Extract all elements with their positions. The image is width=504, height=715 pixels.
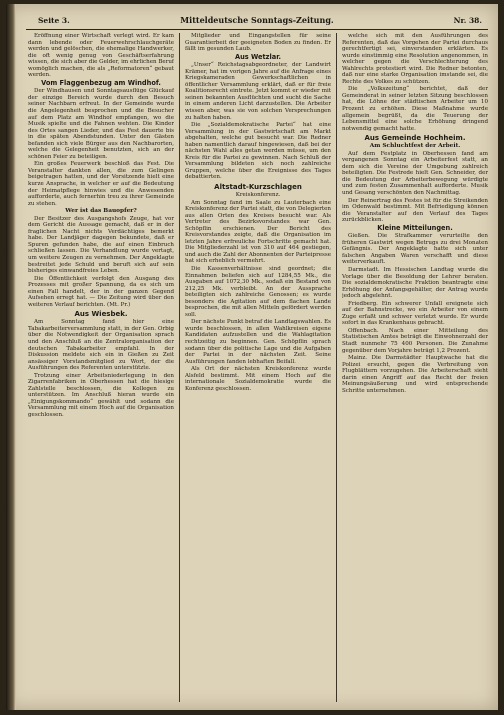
article-paragraph: Auf dem Festplatz in Oberhessen fand am vergangenen Sonntag ein Arbeiterfest statt, an dem sich die Vereine der Umgebung zahlreich beteiligten. Die Festrede hielt Gen. Schneider, der die Bedeutung der Arbeiterbewegung würdigte und zum festen Zusammenhalt aufforderte. Musik und Gesang verschönten den Nachmittag. — [342, 150, 488, 197]
article-paragraph: Offenbach. Nach einer Mitteilung des Statistischen Amtes beträgt die Einwohnerzahl der Stadt nunmehr 75 400 Personen. Die Zunahme gegenüber dem Vorjahre beträgt 1,2 Prozent. — [342, 327, 488, 354]
article-columns — [28, 33, 488, 702]
article-paragraph: Die „Sozialdemokratische Partei“ hat eine Versammlung in der Gastwirtschaft am Markt abgehalten, welche gut besucht war. Die Redner haben namentlich darauf hingewiesen, daß bei der nächsten Wahl alles getan werden müsse, um den Kreis für die Partei zu gewinnen. Nach Schluß der Versammlung bildeten sich noch zahlreiche Gruppen, welche über die Ereignisse des Tages debattierten. — [185, 122, 331, 181]
article-paragraph: Am Sonntag fand im Saale zu Lauterbach eine Kreiskonferenz der Partei statt, die von Delegierten aus allen Orten des Kreises besucht war. Als Vertreter des Bezirksvorstandes war Gen. Schöpflin erschienen. Der Bericht des Kreisvorstandes zeigte, daß die Organisation im letzten Jahre erfreuliche Fortschritte gemacht hat. Die Mitgliederzahl ist von 310 auf 464 gestiegen, und auch die Zahl der Abonnenten der Parteipresse hat sich erheblich vermehrt. — [185, 199, 331, 265]
article-paragraph: Eröffnung einer Wirtschaft verlegt wird. Er kam dann lebende oder Feuerwehrschlauchgeräte werden und gelöschen, die ehemalige Handwerker, die oft wenig genug von Geschäftserfahrung wissen, die sich aber die Gelder, im ehrlichen Beruf womöglich machen, die als „Reformatoren“ gebaut werden. — [28, 33, 174, 79]
article-paragraph: Friedberg. Ein schwerer Unfall ereignete sich auf der Bahnstrecke, wo ein Arbeiter von einem Zuge erfaßt und schwer verletzt wurde. Er wurde sofort in das Krankenhaus gebracht. — [342, 300, 488, 327]
article-paragraph: Trotzung einer Arbeitsniederlegung in den Zigarrenfabriken in Oberhessen hat die hiesige Zahlstelle beschlossen, die Kollegen zu unterstützen. Im Anschluß hieran wurde ein „Einigungskommando“ gewählt und sodann die Versammlung mit einem Hoch auf die Organisation geschlossen. — [28, 372, 174, 419]
column-2 — [185, 33, 331, 702]
article-paragraph: Als Ort der nächsten Kreiskonferenz wurde Alsfeld bestimmt. Mit einem Hoch auf die internationale Sozialdemokratie wurde die Konferenz geschlossen. — [185, 366, 331, 392]
article-paragraph: Der nächste Punkt betraf die Landtagswahlen. Es wurde beschlossen, in allen Wahlkreisen eigene Kandidaten aufzustellen und die Wahlagitation rechtzeitig zu beginnen. Gen. Schöpflin sprach sodann über die politische Lage und die Aufgaben der Partei in der nächsten Zeit. Seine Ausführungen fanden lebhaften Beifall. — [185, 319, 331, 365]
article-paragraph: Darmstadt. Im Hessischen Landtag wurde die Vorlage über die Besoldung der Lehrer beraten. Die sozialdemokratische Fraktion beantragte eine Erhöhung der Anfangsgehälter, der Antrag wurde jedoch abgelehnt. — [342, 267, 488, 300]
article-paragraph: Der Reinertrag des Festes ist für die Streikenden im Odenwald bestimmt. Mit Befriedigung können die Veranstalter auf den Verlauf des Tages zurückblicken. — [342, 197, 488, 224]
column-divider — [336, 33, 337, 702]
article-paragraph: welche sich mit den Ausführungen des Referenten, daß das Vorgehen der Partei durchaus gerechtfertigt sei, einverstanden erklärten. Es wurde einstimmig eine Resolution angenommen, in welcher gegen die Verschlechterung des Wahlrechts protestiert wird. Die Redner betonten, daß nur eine starke Organisation imstande sei, die Rechte des Volkes zu schützen. — [342, 33, 488, 85]
article-paragraph: Der Windhausen und Sonntagsausflüge Glückauf der einzige Bereich wurde durch den Besuch seiner Nachbarn erfreut. In der Gemeinde wurde die Angelegenheit besprochen und die Besucher auf dem Platz am Windhof empfangen, wo die Musik spielte und die Fahnen wehten. Die Kinder des Ortes sangen Lieder, und das Fest dauerte bis in die späten Abendstunden. Unter den Gästen befanden sich viele Bürger aus den Nachbarorten, welche die Gelegenheit benutzten, sich an der schönen Feier zu beteiligen. — [28, 88, 174, 160]
article-heading: Vom Flaggenbezug am Windhof. — [41, 78, 161, 87]
column-divider — [179, 33, 180, 702]
section-heading: Aus Gemeinde Hochheim. — [364, 134, 466, 143]
column-3 — [342, 33, 488, 702]
article-paragraph: „Unser“ Reichstagsabgeordneter, der Landwirt Krämer, hat im vorigen Jahre auf die Anfrage eines Kriegskameraden Gewerkschaftlichen in öffentlicher Versammlung erklärt, daß er für freie Koalitionsrecht eintrete. Jetzt kommt er wieder mit seinen bekannten Ausflüchten und sucht die Sache in einem anderen Licht darzustellen. Die Arbeiter wissen aber, was sie von solchen Versprechungen zu halten haben. — [185, 62, 331, 121]
article-kicker: Kreiskonferenz. — [235, 191, 281, 198]
article-paragraph: Ein großes Feuerwerk beschloß das Fest. Die Veranstalter dankten allen, die zum Gelingen beigetragen hatten, und der Vorsitzende hielt eine kurze Ansprache, in welcher er auf die Bedeutung der Heimatpflege hinwies und die Anwesenden aufforderte, auch fernerhin treu zu ihrer Gemeinde zu stehen. — [28, 161, 174, 207]
newspaper-page — [6, 4, 498, 710]
article-paragraph: Mitglieder und Eingangstellen für seine Guarantierbeit der geeigneten Boden zu finden. Er fällt im gesunden Laub. — [185, 33, 331, 53]
section-heading: Altstadt-Kurzschlagen — [214, 182, 302, 191]
header-rule — [26, 29, 488, 30]
article-paragraph: Die Kassenverhältnisse sind geordnet; die Einnahmen beliefen sich auf 1284,55 Mk., die Ausgaben auf 1072,30 Mk., sodaß ein Bestand von 212,25 Mk. verbleibt. An der Aussprache beteiligten sich zahlreiche Genossen; es wurde besonders die Agitation auf dem flachen Lande besprochen, die mit allen Mitteln gefördert werden soll. — [185, 266, 331, 318]
article-heading: Kleine Mitteilungen. — [377, 223, 453, 232]
article-heading: Aus Wetzlar. — [234, 52, 282, 61]
article-paragraph: Mainz. Die Darmstädter Hauptwache hat die Polizei ersucht, gegen die Verbreitung von Flugblättern vorzugehen. Die Arbeiterschaft sieht darin einen Angriff auf das Recht der freien Meinungsäußerung und wird entsprechende Schritte unternehmen. — [342, 355, 488, 394]
article-subheading: Am Schluchtfest der Arbeit. — [369, 143, 461, 150]
article-paragraph: Die „Volkszeitung“ berichtet, daß der Gemeinderat in seiner letzten Sitzung beschlossen hat, die Löhne der städtischen Arbeiter um 10 Prozent zu erhöhen. Diese Maßnahme wurde allgemein begrüßt, da die Teuerung der Lebensmittel eine solche Erhöhung dringend notwendig gemacht hatte. — [342, 86, 488, 132]
section-heading: Aus Wiesbek. — [74, 310, 128, 319]
newspaper-title: Mitteldeutsche Sonntags-Zeitung. — [180, 15, 334, 25]
page-header — [26, 14, 488, 28]
column-1 — [28, 33, 174, 702]
article-paragraph: Der Besitzer des Ausgangshofs Zeuge, hat vor dem Gericht die Aussage gemacht, daß er in der fraglichen Nacht nichts Verdächtiges bemerkt habe. Der Landjäger dagegen bekundete, daß er Spuren gefunden habe, die auf einen Einbruch schließen lassen. Die Verhandlung wurde vertagt, um weitere Zeugen zu vernehmen. Der Angeklagte bestreitet jede Schuld und beruft sich auf sein bisheriges einwandfreies Leben. — [28, 215, 174, 275]
book-spine-shadow — [6, 4, 16, 710]
issue-number: Nr. 38. — [453, 16, 482, 25]
article-paragraph: Am Sonntag fand hier eine Tabakarbeiterversammlung statt, in der Gen. Orbig über die Notwendigkeit der Organisation sprach und den Anschluß an die Zentralorganisation der deutschen Tabakarbeiter empfahl. In der Diskussion meldete sich ein in Gießen zu Zeit ansässiger Vorstandsmitglied zu Wort, der die Ausführungen des Referenten unterstützte. — [28, 319, 174, 372]
page-number: Seite 3. — [38, 16, 70, 25]
article-subheading: Wer ist das Bauopfer? — [65, 208, 137, 215]
article-paragraph: Gießen. Die Strafkammer verurteilte den früheren Gastwirt wegen Betrugs zu drei Monaten Gefängnis. Der Angeklagte hatte sich unter falschen Angaben Waren verschafft und diese weiterverkauft. — [342, 233, 488, 266]
article-paragraph: Die Öffentlichkeit verfolgt den Ausgang des Prozesses mit großer Spannung, da es sich um einen Fall handelt, der in der ganzen Gegend Aufsehen erregt hat. — Die Zeitung wird über den weiteren Verlauf berichten. (Mt. Pr.) — [28, 275, 174, 308]
